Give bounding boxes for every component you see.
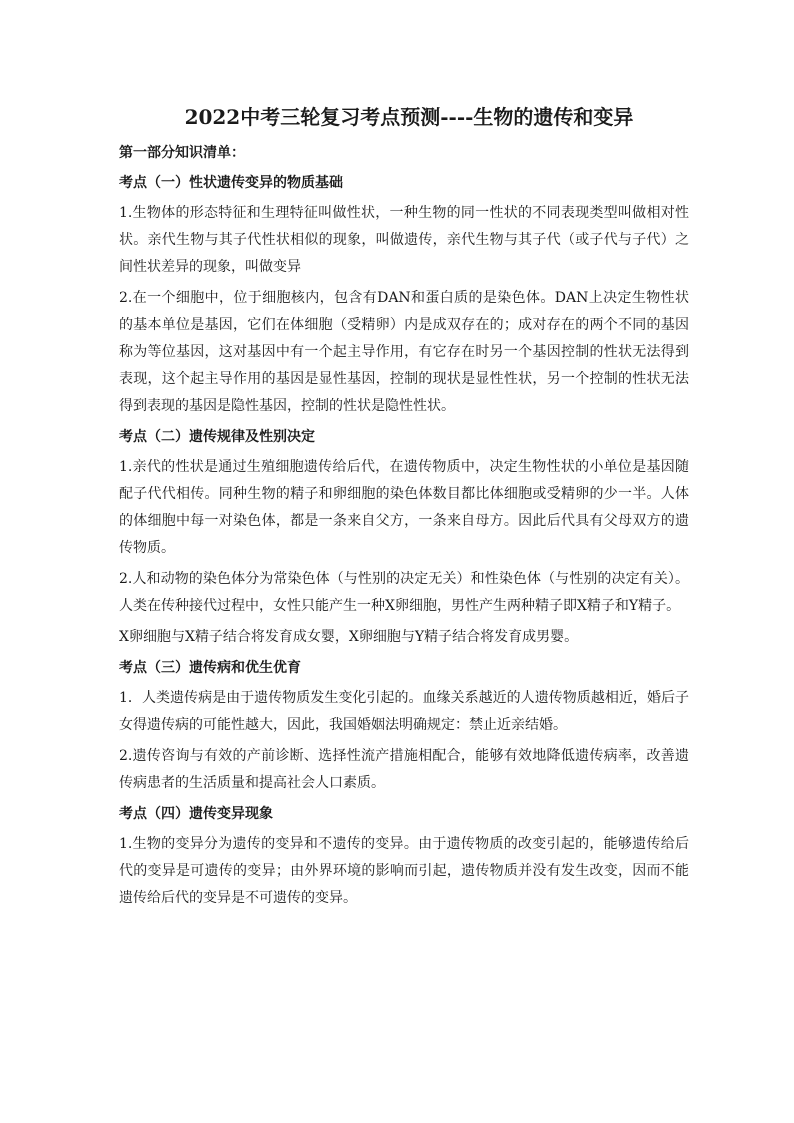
paragraph: 1.生物的变异分为遗传的变异和不遗传的变异。由于遗传物质的改变引起的，能够遗传给后代的变异是可遗传的变异；由外界环境的影响而引起，遗传物质并没有发生改变，因而不能遗传给后代的变异是不可遗传的变异。 <box>119 836 689 906</box>
section-1 <box>119 170 689 420</box>
section-heading: 考点（二）遗传规律及性别决定 <box>119 429 315 445</box>
section-2 <box>119 424 689 651</box>
paragraph: 1.亲代的性状是通过生殖细胞遗传给后代，在遗传物质中，决定生物性状的小单位是基因随配子代代相传。同种生物的精子和卵细胞的染色体数目都比体细胞或受精卵的少一半。人体的体细胞中每一对染色体，都是一条来自父方，一条来自母方。因此后代具有父母双方的遗传物质。 <box>119 459 689 556</box>
section-heading: 考点（三）遗传病和优生优育 <box>119 660 301 676</box>
paragraph: 2.遗传咨询与有效的产前诊断、选择性流产措施相配合，能够有效地降低遗传病率，改善遗传病患者的生活质量和提高社会人口素质。 <box>119 748 689 791</box>
paragraph: X卵细胞与X精子结合将发育成女婴，X卵细胞与Y精子结合将发育成男婴。 <box>119 629 579 645</box>
document-body <box>119 100 689 916</box>
section-heading: 考点（一）性状遗传变异的物质基础 <box>119 175 343 191</box>
section-heading: 考点（四）遗传变异现象 <box>119 806 273 822</box>
paragraph: 2.在一个细胞中，位于细胞核内，包含有DAN和蛋白质的是染色体。DAN上决定生物性状的基本单位是基因，它们在体细胞（受精卵）内是成双存在的；成对存在的两个不同的基因称为等位基因，这对基因中有一个起主导作用，有它存在时另一个基因控制的性状无法得到表现，这个起主导作用的基因是显性基因，控制的现状是显性性状，另一个控制的性状无法得到表现的基因是隐性基因，控制的性状是隐性性状。 <box>119 290 689 414</box>
paragraph: 2.人和动物的染色体分为常染色体（与性别的决定无关）和性染色体（与性别的决定有关）。人类在传种接代过程中，女性只能产生一种X卵细胞，男性产生两种精子即X精子和Y精子。 <box>119 571 689 614</box>
paragraph: 1.生物体的形态特征和生理特征叫做性状，一种生物的同一性状的不同表现类型叫做相对性状。亲代生物与其子代性状相似的现象，叫做遗传，亲代生物与其子代（或子代与子代）之间性状差异的现象，叫做变异 <box>119 205 689 275</box>
section-3 <box>119 655 689 797</box>
document-title: 2022中考三轮复习考点预测----生物的遗传和变异 <box>184 105 634 129</box>
paragraph: 1．人类遗传病是由于遗传物质发生变化引起的。血缘关系越近的人遗传物质越相近，婚后子女得遗传病的可能性越大，因此，我国婚姻法明确规定：禁止近亲结婚。 <box>119 690 689 733</box>
part-heading: 第一部分知识清单： <box>119 145 245 161</box>
section-4 <box>119 801 689 912</box>
